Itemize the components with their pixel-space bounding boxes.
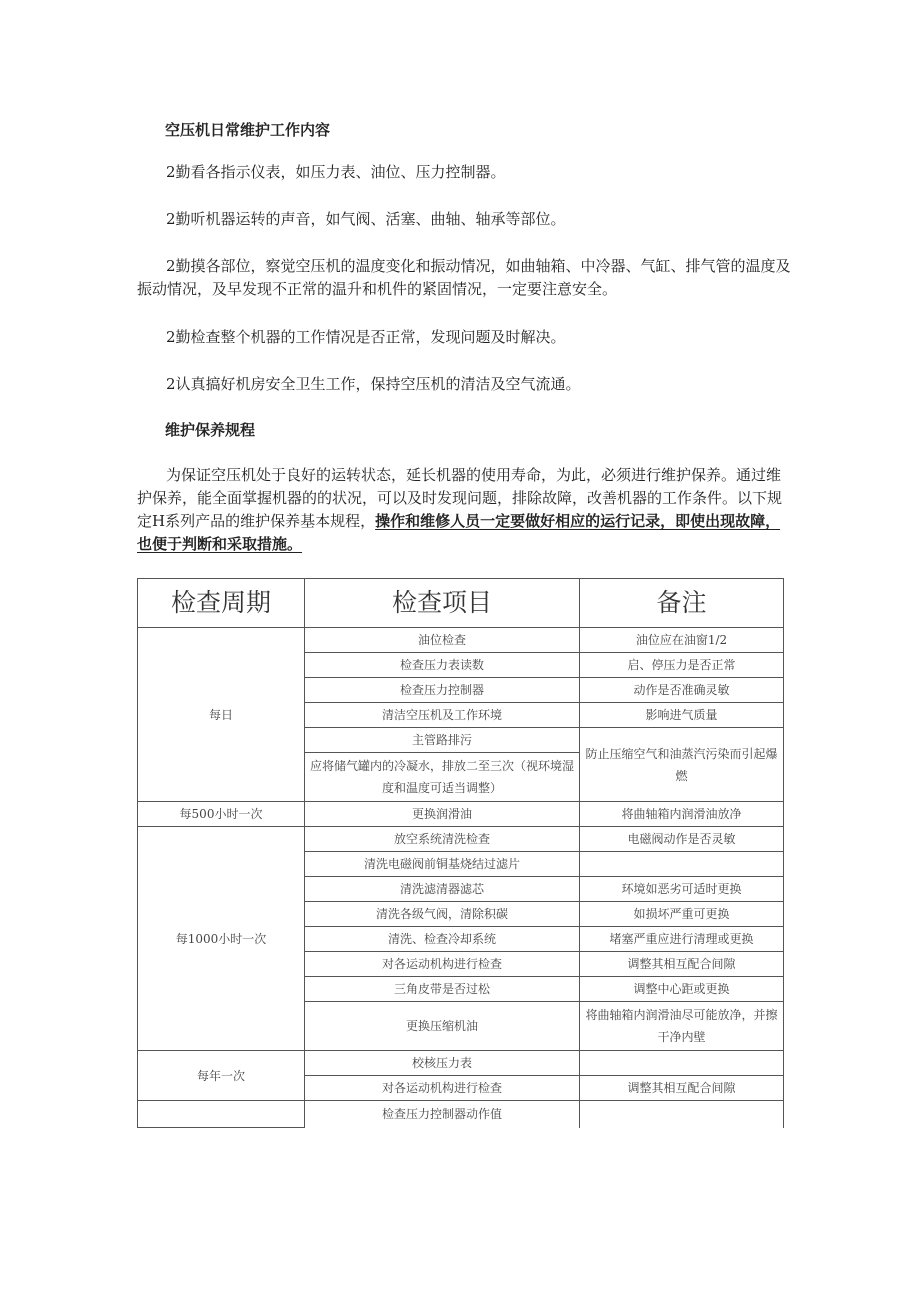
item-cell: 清洗滤清器滤芯: [305, 877, 580, 902]
period-500h: 每500小时一次: [138, 802, 305, 827]
header-item: 检查项目: [305, 579, 580, 628]
table-header-row: [138, 579, 784, 628]
table-row: [138, 802, 784, 827]
period-daily: 每日: [138, 628, 305, 802]
table-row: [138, 1051, 784, 1076]
maintenance-paragraph-emphasis: 操作和维修人员一定要做好相应的运行记录，即使出现故障，也便于判断和采取措施。: [137, 512, 781, 553]
header-period: 检查周期: [138, 579, 305, 628]
item-cell: 检查压力表读数: [305, 653, 580, 678]
period-1000h: 每1000小时一次: [138, 827, 305, 1051]
item-cell: 检查压力控制器: [305, 678, 580, 703]
note-cell: 电磁阀动作是否灵敏: [580, 827, 784, 852]
note-cell: 堵塞严重应进行清理或更换: [580, 927, 784, 952]
section2-title: 维护保养规程: [165, 421, 256, 439]
item-cell: 放空系统清洗检查: [305, 827, 580, 852]
item-cell: 对各运动机构进行检查: [305, 1076, 580, 1101]
item-cell: 检查压力控制器动作值: [305, 1101, 580, 1128]
item-cell: 三角皮带是否过松: [305, 977, 580, 1002]
item-cell: 校核压力表: [305, 1051, 580, 1076]
note-text: 将曲轴箱内润滑油尽可能放净，并擦干净内壁: [585, 1008, 778, 1044]
note-cell: [580, 1051, 784, 1076]
item-cell: 清洁空压机及工作环境: [305, 703, 580, 728]
note-cell: [580, 728, 784, 802]
note-cell: [580, 1002, 784, 1051]
maintenance-table: [137, 578, 784, 1128]
table-row: [138, 1101, 784, 1128]
note-cell: 动作是否准确灵敏: [580, 678, 784, 703]
paragraph-item-1: 2勤看各指示仪表，如压力表、油位、压力控制器。: [166, 163, 506, 181]
item-text: 应将储气罐内的冷凝水，排放二至三次（视环境湿度和温度可适当调整）: [309, 759, 574, 795]
note-cell: [580, 852, 784, 877]
paragraph-item-4: 2勤检查整个机器的工作情况是否正常，发现问题及时解决。: [166, 328, 566, 346]
item-cell: 对各运动机构进行检查: [305, 952, 580, 977]
item-cell: [305, 753, 580, 802]
note-cell: 将曲轴箱内润滑油放净: [580, 802, 784, 827]
note-cell: 油位应在油窗1/2: [580, 628, 784, 653]
table-row: [138, 628, 784, 653]
table-row: [138, 827, 784, 852]
maintenance-paragraph-text: 为保证空压机处于良好的运转状态，延长机器的使用寿命，为此，必须进行维护保养。通过维护保养，能全面掌握机器的的状况，可以及时发现问题，排除故障，改善机器的工作条件。以下规定H系列产品的维护保养基本规程，: [137, 466, 783, 530]
item-cell: 清洗、检查冷却系统: [305, 927, 580, 952]
item-cell: 主管路排污: [305, 728, 580, 753]
header-note: 备注: [580, 579, 784, 628]
note-cell: 调整其相互配合间隙: [580, 1076, 784, 1101]
note-cell: 如损坏严重可更换: [580, 902, 784, 927]
paragraph-item-2: 2勤听机器运转的声音，如气阀、活塞、曲轴、轴承等部位。: [166, 210, 566, 228]
note-cell: 调整中心距或更换: [580, 977, 784, 1002]
section1-title: 空压机日常维护工作内容: [165, 121, 331, 139]
period-yearly: 每年一次: [138, 1051, 305, 1101]
item-cell: 油位检查: [305, 628, 580, 653]
paragraph-item-5: 2认真搞好机房安全卫生工作，保持空压机的清洁及空气流通。: [166, 375, 581, 393]
note-cell: 环境如恶劣可适时更换: [580, 877, 784, 902]
maintenance-paragraph: [137, 464, 792, 556]
item-cell: 清洗各级气阀，清除积碳: [305, 902, 580, 927]
note-cell: [580, 1101, 784, 1128]
item-cell: 清洗电磁阀前铜基烧结过滤片: [305, 852, 580, 877]
paragraph-item-3: 2勤摸各部位，察觉空压机的温度变化和振动情况，如曲轴箱、中冷器、气缸、排气管的温度及振动情况，及早发现不正常的温升和机件的紧固情况，一定要注意安全。: [137, 257, 791, 298]
note-cell: 启、停压力是否正常: [580, 653, 784, 678]
note-cell: 调整其相互配合间隙: [580, 952, 784, 977]
note-text: 防止压缩空气和油蒸汽污染而引起爆燃: [585, 746, 778, 783]
note-cell: 影响进气质量: [580, 703, 784, 728]
period-empty: [138, 1101, 305, 1128]
item-cell: 更换润滑油: [305, 802, 580, 827]
item-cell: 更换压缩机油: [305, 1002, 580, 1051]
